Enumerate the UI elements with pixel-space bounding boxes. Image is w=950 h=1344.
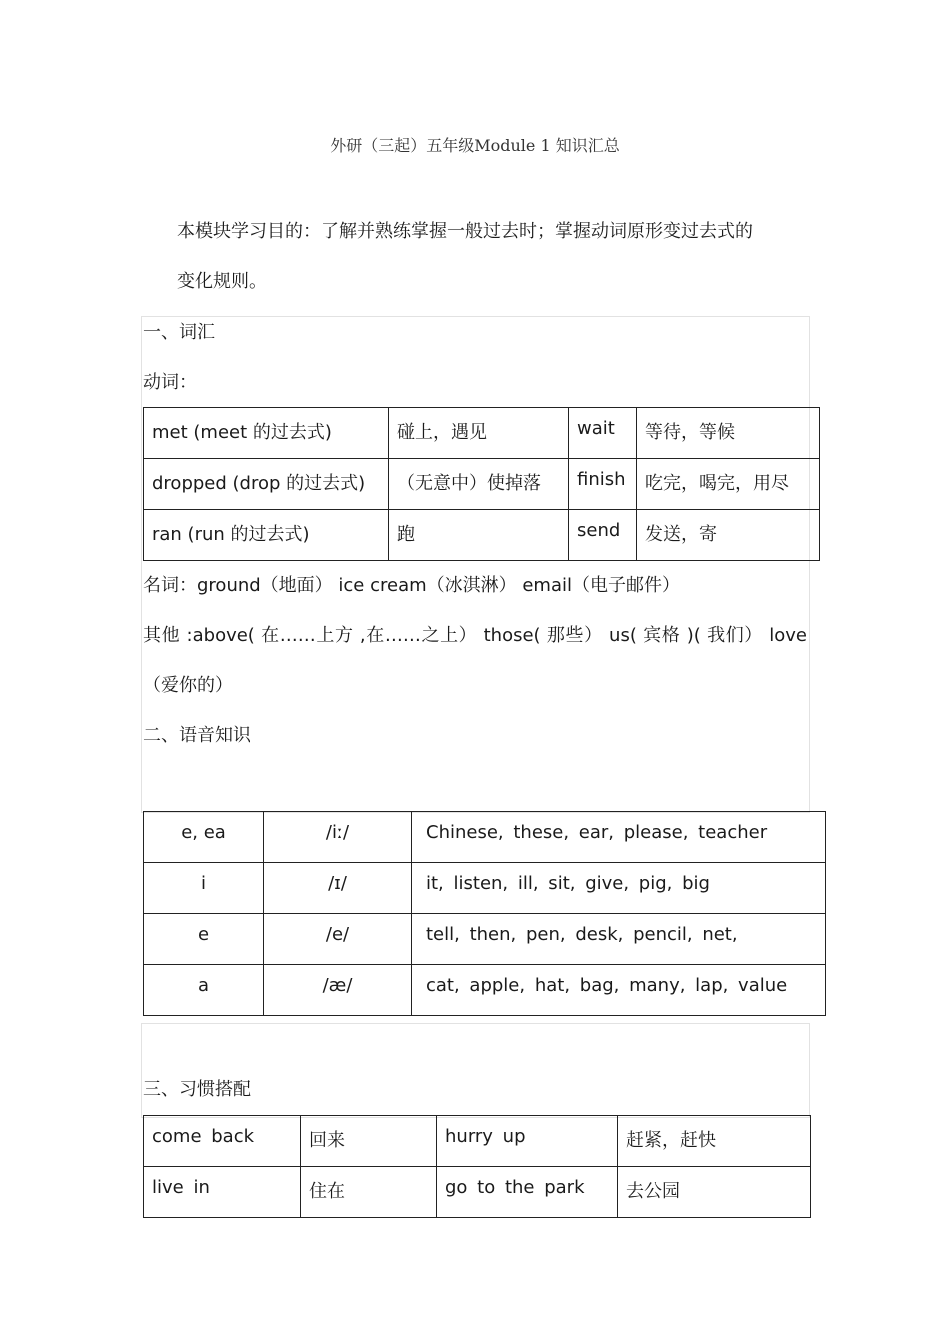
section-frame-2 [141,1023,810,1118]
phonetic-cell: /iː/ [264,812,412,863]
letters-cell: i [144,863,264,914]
phrase-cell: go to the park [437,1167,618,1218]
verb-word: dropped (drop 的过去式) [144,459,389,510]
verbs-label: 动词： [143,372,197,393]
verb-meaning: （无意中）使掉落 [389,459,569,510]
table-row [144,863,826,914]
meaning-cell: 去公园 [618,1167,811,1218]
verb-word: wait [569,408,637,459]
verb-meaning: 吃完，喝完，用尽 [637,459,820,510]
verbs-table [143,407,820,561]
verb-word: send [569,510,637,561]
phonetic-cell: /æ/ [264,965,412,1016]
meaning-cell: 回来 [301,1116,437,1167]
letters-cell: a [144,965,264,1016]
intro-line-1: 本模块学习目的：了解并熟练掌握一般过去时；掌握动词原形变过去式的 [177,221,753,242]
table-row [144,1116,811,1167]
page-title: 外研（三起）五年级Module 1 知识汇总 [330,136,620,155]
letters-cell: e, ea [144,812,264,863]
table-row [144,510,820,561]
examples-cell: tell, then, pen, desk, pencil, net, [412,914,826,965]
verb-word: met (meet 的过去式) [144,408,389,459]
phrase-cell: live in [144,1167,301,1218]
phonetic-cell: /ɪ/ [264,863,412,914]
section-heading-phonics: 二、语音知识 [143,725,251,746]
section-heading-collocations: 三、习惯搭配 [143,1079,251,1100]
table-row [144,812,826,863]
examples-cell: it, listen, ill, sit, give, pig, big [412,863,826,914]
table-row [144,408,820,459]
table-row [144,1167,811,1218]
phrase-cell: come back [144,1116,301,1167]
phrase-cell: hurry up [437,1116,618,1167]
verb-meaning: 跑 [389,510,569,561]
phonics-table [143,811,826,1016]
verb-word: ran (run 的过去式) [144,510,389,561]
intro-line-2: 变化规则。 [177,271,267,292]
verb-meaning: 等待，等候 [637,408,820,459]
collocations-table [143,1115,811,1218]
others-line-2: （爱你的） [143,675,233,696]
meaning-cell: 住在 [301,1167,437,1218]
phonetic-cell: /e/ [264,914,412,965]
table-row [144,459,820,510]
verb-word: finish [569,459,637,510]
table-row [144,965,826,1016]
verb-meaning: 碰上，遇见 [389,408,569,459]
nouns-line: 名词：ground（地面） ice cream（冰淇淋） email（电子邮件） [143,575,681,596]
meaning-cell: 赶紧，赶快 [618,1116,811,1167]
examples-cell: Chinese, these, ear, please, teacher [412,812,826,863]
table-row [144,914,826,965]
letters-cell: e [144,914,264,965]
examples-cell: cat, apple, hat, bag, many, lap, value [412,965,826,1016]
verb-meaning: 发送，寄 [637,510,820,561]
section-heading-vocabulary: 一、词汇 [143,322,215,343]
others-line-1: 其他 :above( 在……上方 ,在……之上） those( 那些） us( 宾格 )( 我们） love [143,625,807,646]
